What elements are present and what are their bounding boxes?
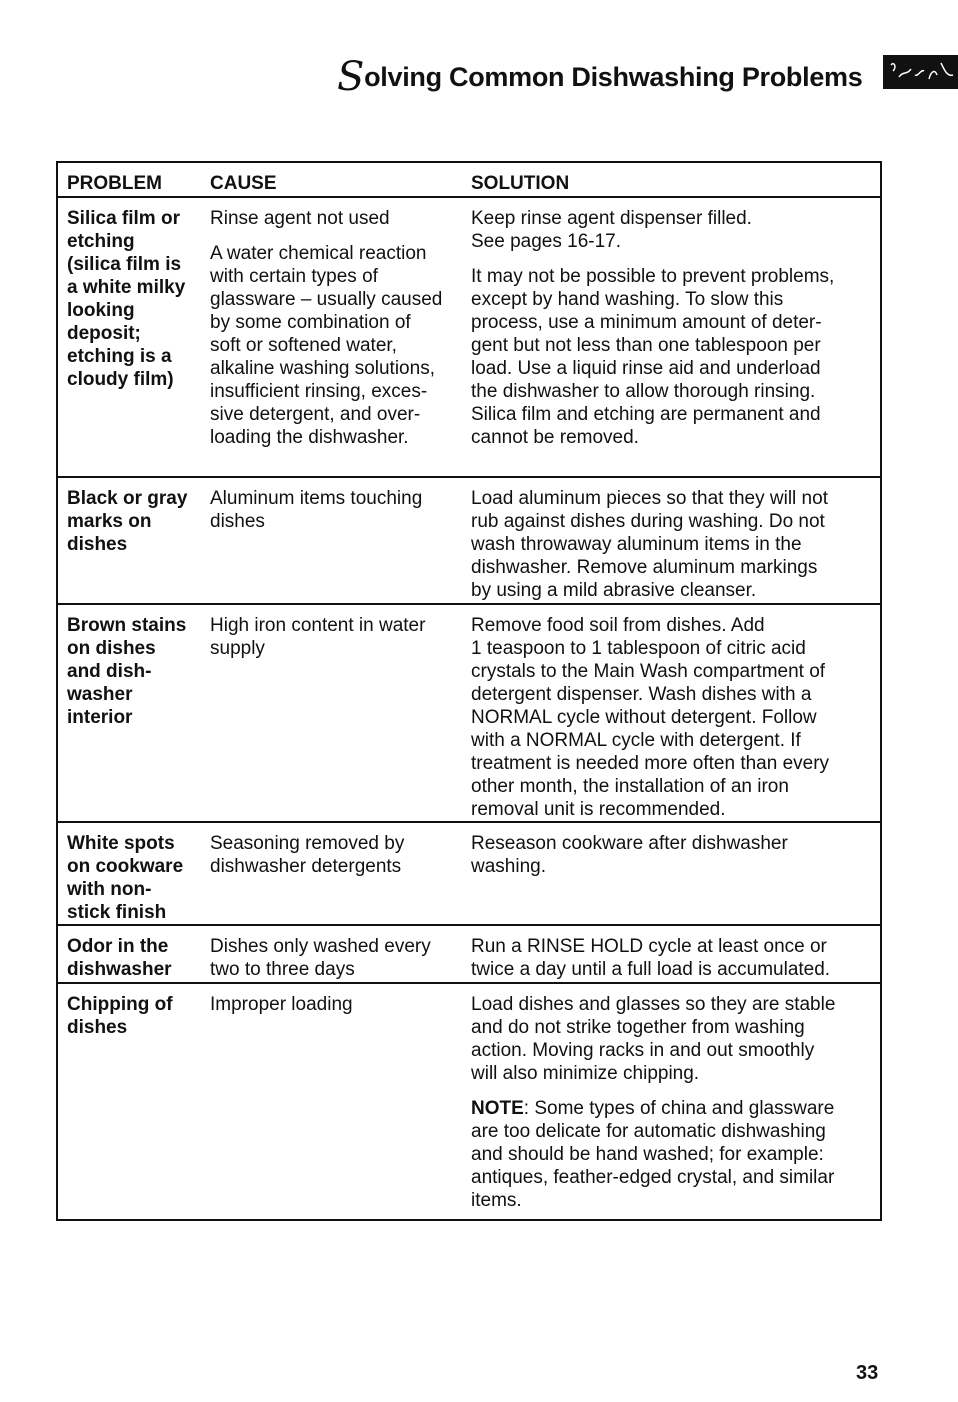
solution-cell — [471, 925, 881, 983]
title-text: olving Common Dishwashing Problems — [364, 62, 863, 92]
solution-text: Reseason cookware after dishwasher washing. — [471, 833, 788, 877]
cause-cell — [210, 197, 471, 477]
problem-cell — [57, 477, 210, 604]
note-paragraph — [471, 1097, 870, 1212]
cause-text: Improper loading — [210, 994, 353, 1015]
problem-cell — [57, 983, 210, 1220]
title-initial: S — [337, 54, 365, 100]
table-row — [57, 477, 881, 604]
table-row — [57, 822, 881, 925]
cause-cell — [210, 477, 471, 604]
cause-text: A water chemical reaction with certain types of glassware – usually caused by some combination of soft or softened water, alkaline washing solutions, insufficient rinsing, exces- sive detergent, and over- loading the dishwasher. — [210, 243, 443, 448]
header-problem: PROBLEM — [67, 173, 162, 194]
header-cause: CAUSE — [210, 173, 277, 194]
solution-cell — [471, 983, 881, 1220]
table-row — [57, 604, 881, 822]
problem-cell — [57, 604, 210, 822]
page-number: 33 — [856, 1362, 879, 1384]
problem-text: Chipping of dishes — [67, 994, 173, 1038]
problem-text: Black or gray marks on dishes — [67, 488, 188, 555]
problem-text: Brown stains on dishes and dish- washer interior — [67, 615, 187, 728]
cause-text: Rinse agent not used — [210, 208, 390, 229]
solution-text: Load aluminum pieces so that they will not rub against dishes during washing. Do not wash throwaway aluminum items in the dishwasher. Remove aluminum markings by using a mild abrasive cleanser. — [471, 488, 828, 601]
problem-cell — [57, 197, 210, 477]
table-header-row — [57, 162, 881, 197]
cause-text: High iron content in water supply — [210, 615, 426, 659]
solution-text: Keep rinse agent dispenser filled. See pages 16-17. — [471, 208, 752, 252]
solution-cell — [471, 477, 881, 604]
table-row — [57, 925, 881, 983]
cause-cell — [210, 983, 471, 1220]
problem-text: Silica film or etching (silica film is a white milky looking deposit; etching is a cloudy film) — [67, 208, 186, 390]
solution-text: It may not be possible to prevent problems, except by hand washing. To slow this process, use a minimum amount of deter- gent but not less than one tablespoon per load. Use a liquid rinse aid and underload the dishwasher to allow thorough rinsing. Silica film and etching are permanent and cannot be removed. — [471, 266, 835, 448]
solution-text: Load dishes and glasses so they are stable and do not strike together from washing action. Moving racks in and out smoothly will also minimize chipping. — [471, 994, 836, 1084]
page-title — [337, 50, 863, 100]
cause-cell — [210, 604, 471, 822]
solution-cell — [471, 197, 881, 477]
problem-text: White spots on cookware with non- stick finish — [67, 833, 184, 923]
section-logo-icon — [883, 55, 958, 89]
cause-cell — [210, 925, 471, 983]
solution-cell — [471, 822, 881, 925]
solution-text: Remove food soil from dishes. Add 1 teaspoon to 1 tablespoon of citric acid crystals to the Main Wash compartment of detergent dispenser. Wash dishes with a NORMAL cycle without detergent. Follow with a NORMAL cycle with detergent. If treatment is needed more often than every other month, the installation of an iron removal unit is recommended. — [471, 615, 830, 820]
table-row — [57, 983, 881, 1220]
problem-cell — [57, 925, 210, 983]
problem-text: Odor in the dishwasher — [67, 936, 172, 980]
solution-cell — [471, 604, 881, 822]
table-row — [57, 197, 881, 477]
header-solution: SOLUTION — [471, 173, 570, 194]
cause-text: Dishes only washed every two to three days — [210, 936, 431, 980]
note-label: NOTE — [471, 1098, 524, 1119]
problem-cell — [57, 822, 210, 925]
note-text: : Some types of china and glassware are too delicate for automatic dishwashing and should be hand washed; for example: antiques, feather-edged crystal, and similar items. — [471, 1098, 835, 1211]
cause-cell — [210, 822, 471, 925]
troubleshooting-table — [56, 161, 882, 1221]
solution-text: Run a RINSE HOLD cycle at least once or twice a day until a full load is accumulated. — [471, 936, 831, 980]
cause-text: Aluminum items touching dishes — [210, 488, 423, 532]
cause-text: Seasoning removed by dishwasher detergents — [210, 833, 405, 877]
